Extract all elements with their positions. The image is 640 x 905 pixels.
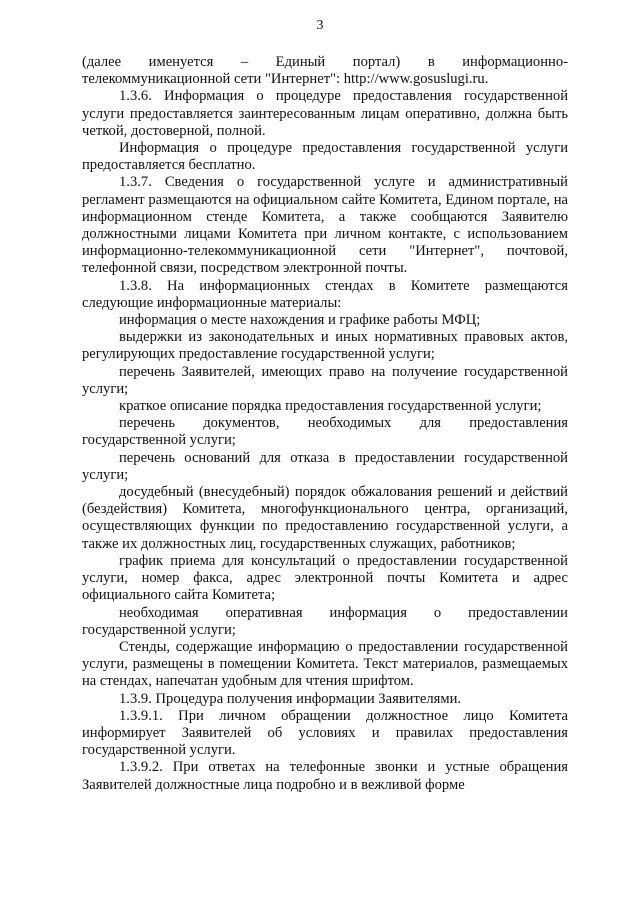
paragraph: 1.3.9.1. При личном обращении должностное лицо Комитета информирует Заявителей об условиях и правилах предоставления государственной услуги. (82, 707, 568, 759)
paragraph: (далее именуется – Единый портал) в информационно-телекоммуникационной сети "Интернет": http://www.gosuslugi.ru. (82, 54, 568, 88)
paragraph: необходимая оперативная информация о предоставлении государственной услуги; (82, 604, 568, 638)
paragraph: 1.3.6. Информация о процедуре предоставления государственной услуги предоставляется заинтересованным лицам оперативно, должна быть четкой, достоверной, полной. (82, 88, 568, 139)
paragraph: 1.3.8. На информационных стендах в Комитете размещаются следующие информационные материалы: (82, 277, 568, 311)
paragraph: перечень документов, необходимых для предоставления государственной услуги; (82, 415, 568, 449)
paragraph: краткое описание порядка предоставления государственной услуги; (119, 398, 542, 415)
paragraph: Стенды, содержащие информацию о предоставлении государственной услуги, размещены в помещении Комитета. Текст материалов, размещаемых на стендах, напечатан удобным для чтения шрифтом. (82, 638, 568, 690)
paragraph: 1.3.9. Процедура получения информации Заявителями. (119, 690, 462, 707)
paragraph: график приема для консультаций о предоставлении государственной услуги, номер факса, адрес электронной почты Комитета и адрес официального сайта Комитета; (82, 552, 568, 604)
paragraph: 1.3.7. Сведения о государственной услуге и административный регламент размещаются на официальном сайте Комитета, Едином портале, на информационном стенде Комитета, а также сообщаются Заявителю должностными лицами Комитета при личном контакте, с использованием информационно-телекоммуникационной сети "Интернет", почтовой, телефонной связи, посредством электронной почты. (82, 174, 568, 277)
document-body (82, 54, 568, 794)
paragraph: перечень оснований для отказа в предоставлении государственной услуги; (82, 449, 568, 483)
paragraph: досудебный (внесудебный) порядок обжалования решений и действий (бездействия) Комитета, многофункционального центра, организаций, осуществляющих функции по предоставлению государственной услуги, а также их должностных лиц, государственных служащих, работников; (82, 484, 568, 552)
paragraph: 1.3.9.2. При ответах на телефонные звонки и устные обращения Заявителей должностные лица подробно и в вежливой форме (82, 759, 568, 793)
paragraph: информация о месте нахождения и графике работы МФЦ; (119, 312, 481, 329)
page-number: 3 (316, 18, 324, 33)
paragraph: Информация о процедуре предоставления государственной услуги предоставляется бесплатно. (82, 140, 568, 174)
paragraph: выдержки из законодательных и иных нормативных правовых актов, регулирующих предоставление государственной услуги; (82, 329, 568, 363)
paragraph: перечень Заявителей, имеющих право на получение государственной услуги; (82, 363, 568, 397)
